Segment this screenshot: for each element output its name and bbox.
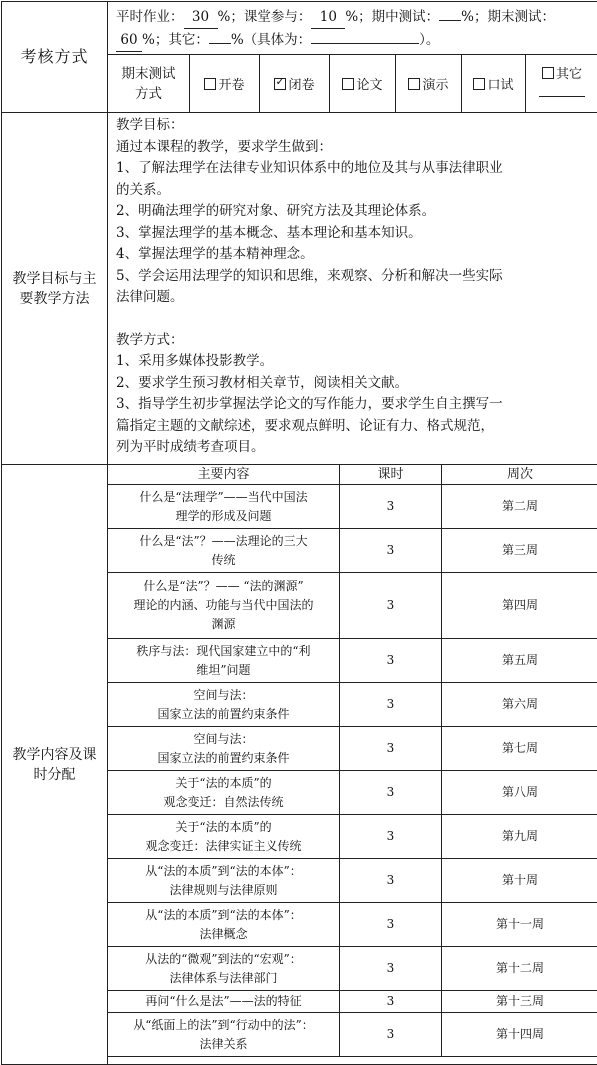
schedule-week: 第六周 <box>442 683 597 727</box>
option-oral[interactable] <box>462 55 526 113</box>
schedule-week: 第十三周 <box>442 991 597 1013</box>
content-line: 什么是“法理学”——当代中国法 <box>112 488 335 507</box>
content-line: 关于“法的本质”的 <box>112 818 335 837</box>
schedule-hours: 3 <box>340 683 442 727</box>
schedule-week: 第五周 <box>442 639 597 683</box>
schedule-row <box>108 727 597 771</box>
option-presentation[interactable] <box>396 55 462 113</box>
objective-line: 3、指导学生初步掌握法学论文的写作能力，要求学生自主撰写一 <box>116 394 589 416</box>
schedule-week: 第三周 <box>442 529 597 573</box>
participation-label: %；课堂参与： <box>218 9 312 25</box>
content-line: 传统 <box>112 551 335 570</box>
other-detail-value <box>311 43 419 44</box>
schedule-week: 第四周 <box>442 573 597 639</box>
schedule-row <box>108 529 597 573</box>
objective-line: 2、要求学生预习教材相关章节，阅读相关文献。 <box>116 373 589 395</box>
content-line: 渊源 <box>112 615 335 634</box>
weights-line-2 <box>116 29 591 52</box>
checkbox-icon[interactable] <box>204 78 216 90</box>
schedule-content <box>108 947 340 991</box>
assessment-cell <box>108 2 597 113</box>
schedule-content <box>108 771 340 815</box>
header-week: 周次 <box>442 465 597 485</box>
schedule-row <box>108 573 597 639</box>
option-label: 其它 <box>556 67 582 82</box>
other-detail-label: %（具体为： <box>231 32 311 48</box>
checked-checkbox-icon[interactable] <box>274 78 286 90</box>
schedule-week: 第十二周 <box>442 947 597 991</box>
schedule-week: 第八周 <box>442 771 597 815</box>
schedule-content <box>108 573 340 639</box>
schedule-content <box>108 815 340 859</box>
schedule-content <box>108 639 340 683</box>
schedule-content <box>108 991 340 1013</box>
schedule-week: 第十四周 <box>442 1013 597 1057</box>
schedule-table <box>107 464 597 1057</box>
schedule-row <box>108 771 597 815</box>
schedule-hours: 3 <box>340 485 442 529</box>
content-line: 法律概念 <box>112 925 335 944</box>
schedule-hours: 3 <box>340 639 442 683</box>
schedule-row <box>108 683 597 727</box>
objective-line: 教学目标： <box>116 115 589 137</box>
objective-line: 法律问题。 <box>116 287 589 309</box>
content-line: 理论的内涵、功能与当代中国法的 <box>112 596 335 615</box>
content-line: 什么是“法”？——法理论的三大 <box>112 532 335 551</box>
weights-line-1 <box>116 6 591 29</box>
participation-value: 10 <box>311 6 345 29</box>
content-line: 从“法的本质”到“法的本体”： <box>112 862 335 881</box>
schedule-row <box>108 1013 597 1057</box>
schedule-row <box>108 639 597 683</box>
content-line: 从“法的本质”到“法的本体”： <box>112 906 335 925</box>
content-line: 再问“什么是法”——法的特征 <box>112 992 335 1011</box>
objective-line: 篇指定主题的文献综述，要求观点鲜明、论证有力、格式规范， <box>116 416 589 438</box>
objective-line: 5、学会运用法理学的知识和思维，来观察、分析和解决一些实际 <box>116 266 589 288</box>
schedule-content <box>108 1013 340 1057</box>
content-line: 维坦”问题 <box>112 661 335 680</box>
exam-form-label: 期末测试方式 <box>108 55 190 113</box>
schedule-week: 第七周 <box>442 727 597 771</box>
schedule-hours: 3 <box>340 529 442 573</box>
midterm-value <box>439 20 461 21</box>
header-content: 主要内容 <box>108 465 340 485</box>
objective-line: 3、掌握法理学的基本概念、基本理论和基本知识。 <box>116 223 589 245</box>
schedule-content <box>108 529 340 573</box>
schedule-content <box>108 859 340 903</box>
schedule-hours: 3 <box>340 727 442 771</box>
objectives-text <box>108 113 597 461</box>
option-other[interactable] <box>526 55 597 113</box>
option-label: 论文 <box>356 78 382 93</box>
objective-line: 教学方式： <box>116 330 589 352</box>
content-line: 什么是“法”？—— “法的渊源” <box>112 577 335 596</box>
option-paper[interactable] <box>330 55 396 113</box>
final-label: %；期末测试： <box>461 9 555 25</box>
objective-line: 1、了解法理学在法律专业知识体系中的地位及其与从事法律职业 <box>116 158 589 180</box>
schedule-cell <box>108 465 597 1065</box>
objectives-cell <box>108 113 597 465</box>
objective-line: 1、采用多媒体投影教学。 <box>116 351 589 373</box>
exam-form-table <box>107 54 597 113</box>
objective-line: 2、明确法理学的研究对象、研究方法及其理论体系。 <box>116 201 589 223</box>
objective-line: 列为平时成绩考查项目。 <box>116 437 589 459</box>
content-line: 法律关系 <box>112 1035 335 1054</box>
other-label: %；其它： <box>142 32 209 48</box>
objective-line: 的关系。 <box>116 180 589 202</box>
schedule-row <box>108 815 597 859</box>
content-line: 国家立法的前置约束条件 <box>112 705 335 724</box>
content-line: 空间与法： <box>112 730 335 749</box>
schedule-hours: 3 <box>340 573 442 639</box>
schedule-content <box>108 903 340 947</box>
homework-value: 30 <box>184 6 218 29</box>
content-line: 观念变迁：自然法传统 <box>112 793 335 812</box>
other-blank-line <box>539 84 585 97</box>
option-label: 演示 <box>422 78 448 93</box>
schedule-hours: 3 <box>340 815 442 859</box>
content-line: 法律规则与法律原则 <box>112 881 335 900</box>
content-line: 观念变迁：法律实证主义传统 <box>112 837 335 856</box>
schedule-week: 第十周 <box>442 859 597 903</box>
schedule-hours: 3 <box>340 991 442 1013</box>
syllabus-table <box>1 1 597 1065</box>
option-label: 开卷 <box>218 78 244 93</box>
schedule-row <box>108 991 597 1013</box>
schedule-week: 第十一周 <box>442 903 597 947</box>
schedule-row <box>108 903 597 947</box>
midterm-label: %；期中测试： <box>345 9 439 25</box>
schedule-content <box>108 485 340 529</box>
option-label: 闭卷 <box>288 78 314 93</box>
content-line: 关于“法的本质”的 <box>112 774 335 793</box>
content-line: 从“纸面上的法”到“行动中的法”： <box>112 1016 335 1035</box>
checkbox-icon[interactable] <box>542 67 554 79</box>
checkbox-icon[interactable] <box>342 78 354 90</box>
schedule-row <box>108 485 597 529</box>
schedule-hours: 3 <box>340 859 442 903</box>
content-line: 秩序与法：现代国家建立中的“利 <box>112 642 335 661</box>
homework-label: 平时作业： <box>116 9 184 25</box>
objective-line <box>116 309 589 330</box>
schedule-content <box>108 727 340 771</box>
other-value <box>209 43 231 44</box>
content-line: 国家立法的前置约束条件 <box>112 749 335 768</box>
checkbox-icon[interactable] <box>408 78 420 90</box>
schedule-week: 第九周 <box>442 815 597 859</box>
schedule-content <box>108 683 340 727</box>
schedule-hours: 3 <box>340 1013 442 1057</box>
other-detail-close: ）。 <box>419 32 439 48</box>
schedule-week: 第二周 <box>442 485 597 529</box>
content-line: 理学的形成及问题 <box>112 507 335 526</box>
option-closed-book[interactable] <box>260 55 330 113</box>
objectives-label: 教学目标与主要教学方法 <box>2 113 108 465</box>
content-line: 从法的“微观”到法的“宏观”： <box>112 950 335 969</box>
final-value: 60 <box>116 29 142 52</box>
schedule-hours: 3 <box>340 903 442 947</box>
assessment-label: 考核方式 <box>2 2 108 113</box>
schedule-hours: 3 <box>340 947 442 991</box>
content-line: 法律体系与法律部门 <box>112 969 335 988</box>
schedule-row <box>108 859 597 903</box>
objective-line: 4、掌握法理学的基本精神理念。 <box>116 244 589 266</box>
option-label: 口试 <box>487 78 513 93</box>
schedule-row <box>108 947 597 991</box>
checkbox-icon[interactable] <box>473 78 485 90</box>
objective-line: 通过本课程的教学，要求学生做到： <box>116 137 589 159</box>
assessment-weights <box>108 2 597 54</box>
header-hours: 课时 <box>340 465 442 485</box>
content-line: 空间与法： <box>112 686 335 705</box>
schedule-hours: 3 <box>340 771 442 815</box>
schedule-label: 教学内容及课时分配 <box>2 465 108 1065</box>
option-open-book[interactable] <box>190 55 260 113</box>
